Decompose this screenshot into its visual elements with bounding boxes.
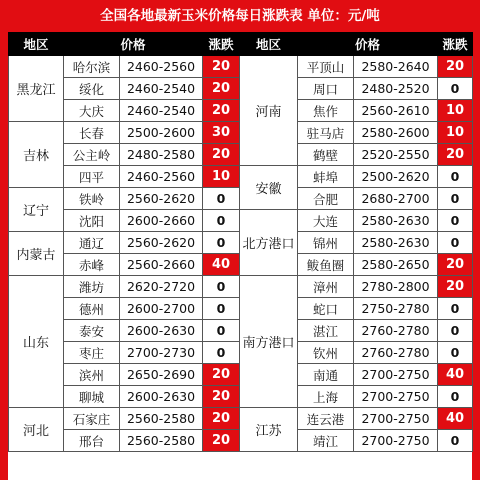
price-cell: 2620-2720 [120,276,203,298]
city-cell: 湛江 [298,320,354,342]
city-cell: 靖江 [298,430,354,452]
price-cell: 2560-2620 [120,232,203,254]
header-change: 涨跌 [203,33,240,56]
city-cell: 公主岭 [64,144,120,166]
city-cell: 德州 [64,298,120,320]
city-cell: 南通 [298,364,354,386]
region-cell: 山东 [9,276,64,408]
change-cell-flat: 0 [438,298,473,320]
price-cell: 2700-2750 [354,430,438,452]
header-region: 地区 [240,33,298,56]
change-cell-flat: 0 [203,210,240,232]
table-row [9,188,240,210]
city-cell: 通辽 [64,232,120,254]
price-cell: 2460-2560 [120,166,203,188]
city-cell: 滨州 [64,364,120,386]
city-cell: 泰安 [64,320,120,342]
city-cell: 聊城 [64,386,120,408]
right-price-table [239,32,473,452]
price-cell: 2480-2580 [120,144,203,166]
region-cell: 内蒙古 [9,232,64,276]
table-row [9,232,240,254]
region-cell: 南方港口 [240,276,298,408]
change-cell-up: 20 [203,78,240,100]
price-cell: 2460-2540 [120,78,203,100]
change-cell-up: 20 [203,56,240,78]
change-cell-up: 10 [203,166,240,188]
price-cell: 2560-2660 [120,254,203,276]
change-cell-flat: 0 [203,276,240,298]
right-table-body [240,56,473,452]
change-cell-flat: 0 [203,320,240,342]
change-cell-flat: 0 [203,342,240,364]
price-cell: 2580-2630 [354,232,438,254]
city-cell: 哈尔滨 [64,56,120,78]
city-cell: 枣庄 [64,342,120,364]
left-price-table [8,32,240,452]
change-cell-flat: 0 [438,342,473,364]
price-cell: 2560-2620 [120,188,203,210]
price-cell: 2560-2610 [354,100,438,122]
city-cell: 沈阳 [64,210,120,232]
table-row [240,166,473,188]
price-cell: 2560-2580 [120,408,203,430]
tables-area [0,32,480,480]
city-cell: 锦州 [298,232,354,254]
price-cell: 2460-2540 [120,100,203,122]
price-cell: 2600-2700 [120,298,203,320]
page-title: 全国各地最新玉米价格每日涨跌表 单位：元/吨 [0,0,480,32]
city-cell: 绥化 [64,78,120,100]
region-cell: 北方港口 [240,210,298,276]
city-cell: 四平 [64,166,120,188]
price-cell: 2580-2650 [354,254,438,276]
change-cell-up: 10 [438,100,473,122]
city-cell: 鹤壁 [298,144,354,166]
region-cell: 吉林 [9,122,64,188]
price-cell: 2700-2750 [354,364,438,386]
change-cell-up: 20 [438,254,473,276]
city-cell: 铁岭 [64,188,120,210]
city-cell: 合肥 [298,188,354,210]
change-cell-up: 40 [438,364,473,386]
table-header-row [240,33,473,56]
city-cell: 漳州 [298,276,354,298]
table-row [9,276,240,298]
price-cell: 2760-2780 [354,342,438,364]
price-cell: 2500-2620 [354,166,438,188]
price-cell: 2580-2630 [354,210,438,232]
price-cell: 2500-2600 [120,122,203,144]
change-cell-flat: 0 [438,188,473,210]
change-cell-flat: 0 [438,232,473,254]
table-row [240,276,473,298]
change-cell-flat: 0 [438,320,473,342]
change-cell-flat: 0 [438,430,473,452]
left-table-body [9,56,240,452]
price-cell: 2560-2580 [120,430,203,452]
change-cell-up: 20 [203,364,240,386]
price-cell: 2580-2600 [354,122,438,144]
price-cell: 2750-2780 [354,298,438,320]
city-cell: 大连 [298,210,354,232]
table-row [240,210,473,232]
change-cell-up: 20 [438,56,473,78]
header-change: 涨跌 [438,33,473,56]
price-cell: 2700-2750 [354,386,438,408]
change-cell-up: 20 [203,144,240,166]
city-cell: 大庆 [64,100,120,122]
price-cell: 2650-2690 [120,364,203,386]
region-cell: 辽宁 [9,188,64,232]
change-cell-flat: 0 [203,298,240,320]
change-cell-up: 40 [203,254,240,276]
change-cell-flat: 0 [438,78,473,100]
city-cell: 钦州 [298,342,354,364]
change-cell-up: 20 [438,276,473,298]
city-cell: 潍坊 [64,276,120,298]
region-cell: 河北 [9,408,64,452]
city-cell: 焦作 [298,100,354,122]
region-cell: 安徽 [240,166,298,210]
price-cell: 2600-2630 [120,320,203,342]
header-region: 地区 [9,33,64,56]
city-cell: 平顶山 [298,56,354,78]
change-cell-flat: 0 [438,386,473,408]
city-cell: 长春 [64,122,120,144]
change-cell-flat: 0 [438,166,473,188]
city-cell: 周口 [298,78,354,100]
city-cell: 上海 [298,386,354,408]
city-cell: 鲅鱼圈 [298,254,354,276]
price-cell: 2700-2730 [120,342,203,364]
table-row [9,122,240,144]
price-cell: 2600-2630 [120,386,203,408]
header-price: 价格 [64,33,203,56]
region-cell: 江苏 [240,408,298,452]
price-cell: 2700-2750 [354,408,438,430]
price-cell: 2480-2520 [354,78,438,100]
region-cell: 河南 [240,56,298,166]
change-cell-flat: 0 [203,188,240,210]
change-cell-up: 20 [203,430,240,452]
change-cell-flat: 0 [203,232,240,254]
city-cell: 蚌埠 [298,166,354,188]
price-cell: 2680-2700 [354,188,438,210]
table-row [9,408,240,430]
price-cell: 2760-2780 [354,320,438,342]
price-cell: 2600-2660 [120,210,203,232]
change-cell-up: 10 [438,122,473,144]
header-price: 价格 [298,33,438,56]
city-cell: 邢台 [64,430,120,452]
price-cell: 2780-2800 [354,276,438,298]
table-row [240,56,473,78]
change-cell-up: 20 [203,408,240,430]
city-cell: 蛇口 [298,298,354,320]
region-cell: 黑龙江 [9,56,64,122]
price-cell: 2460-2560 [120,56,203,78]
change-cell-up: 40 [438,408,473,430]
change-cell-up: 30 [203,122,240,144]
change-cell-up: 20 [438,144,473,166]
city-cell: 石家庄 [64,408,120,430]
change-cell-flat: 0 [438,210,473,232]
table-row [240,408,473,430]
price-cell: 2580-2640 [354,56,438,78]
price-cell: 2520-2550 [354,144,438,166]
city-cell: 驻马店 [298,122,354,144]
table-row [9,56,240,78]
change-cell-up: 20 [203,386,240,408]
change-cell-up: 20 [203,100,240,122]
table-header-row [9,33,240,56]
city-cell: 赤峰 [64,254,120,276]
city-cell: 连云港 [298,408,354,430]
